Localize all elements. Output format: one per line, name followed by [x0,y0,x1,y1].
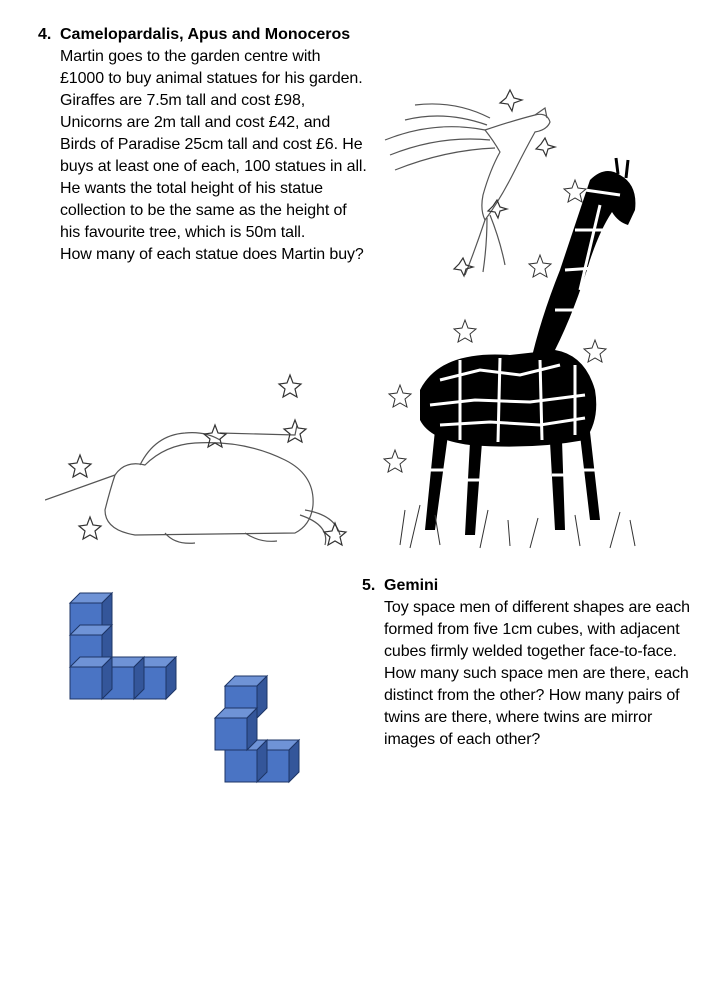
cube-figure-space-man [205,670,315,795]
problem-4-question: How many of each statue does Martin buy? [60,246,364,263]
problem-5-body [362,597,692,751]
problem-5-title: Gemini [384,577,439,594]
problem-5-heading [362,575,692,597]
problem-5 [362,575,692,751]
problem-4 [38,24,368,266]
problem-4-number: 4. [38,26,52,43]
problem-4-title: Camelopardalis, Apus and Monoceros [60,26,351,43]
cube [215,708,257,750]
cube [70,657,112,699]
cube-figure-l-shape [60,585,190,710]
problem-4-heading [38,24,368,46]
problem-5-statement: Toy space men of different shapes are each formed from five 1cm cubes, with adjacent cubes firmly welded together face-to-face. [384,599,690,660]
unicorn-illustration [45,365,365,555]
problem-5-number: 5. [362,577,376,594]
giraffe-illustration [380,150,670,560]
problem-5-question: How many such space men are there, each distinct from the other? How many pairs of twins are there, where twins are mirror images of each other? [384,665,689,748]
problem-4-statement: Martin goes to the garden centre with £1000 to buy animal statues for his garden. Giraffes are 7.5m tall and cost £98, Unicorns are 2m tall and cost £42, and Birds of Paradise 25cm tall and cost £6. He buys at least one of each, 100 statues in all. He wants the total height of his statue collection to be the same as the height of his favourite tree, which is 50m tall. [60,48,367,241]
problem-4-body [38,46,368,266]
